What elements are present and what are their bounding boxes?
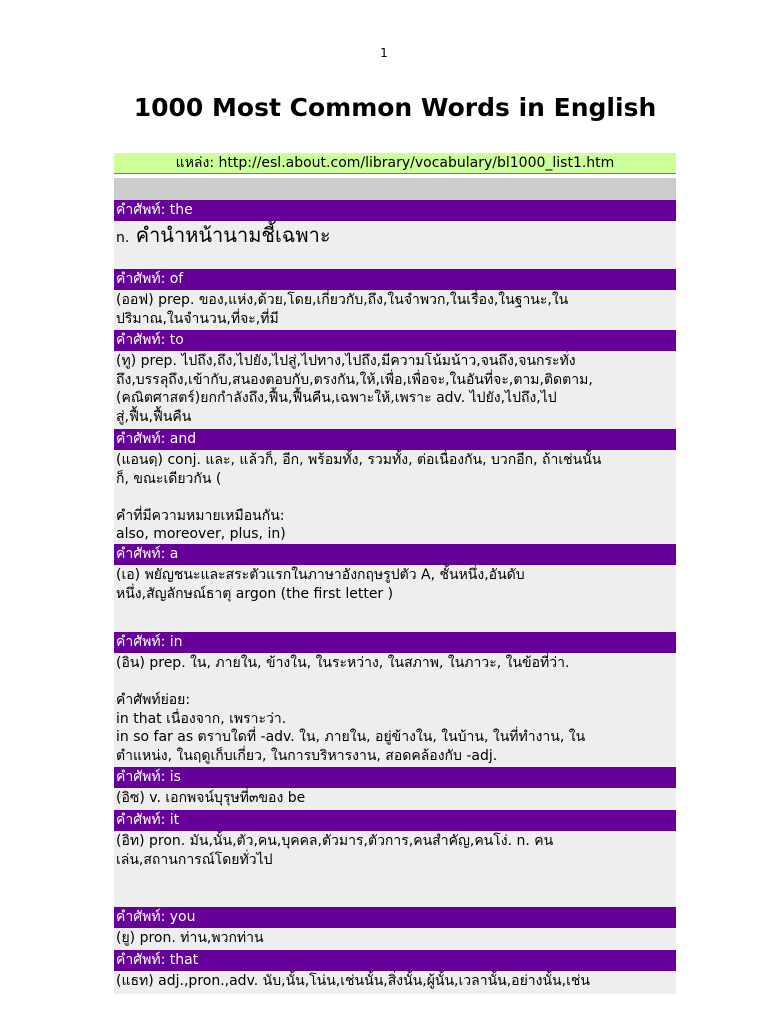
word-entry (114, 767, 676, 810)
word-definition: (ยู) pron. ท่าน,พวกท่าน (114, 928, 676, 950)
word-entry (114, 810, 676, 907)
word-header: คำศัพท์: to (114, 330, 676, 351)
page-title: 1000 Most Common Words in English (133, 93, 657, 122)
part-of-speech: n. (116, 230, 130, 246)
word-header: คำศัพท์: of (114, 269, 676, 290)
word-entry (114, 544, 676, 632)
word-list (114, 200, 676, 994)
word-entry (114, 907, 676, 950)
word-definition: (อิท) pron. มัน,นั้น,ตัว,คน,บุคคล,ตัวมาร,ตัวการ,คนสำคัญ,คนโง่. n. คน เล่น,สถานการณ์โดยทั่วไป (114, 831, 676, 907)
word-definition: (เอ) พยัญชนะและสระตัวแรกในภาษาอังกฤษรูปตัว A, ชั้นหนึ่ง,อันดับ หนึ่ง,สัญลักษณ์ธาตุ argon (the first letter ) (114, 565, 676, 632)
word-entry (114, 269, 676, 330)
word-entry (114, 330, 676, 429)
word-entry (114, 200, 676, 269)
definition-text: คำนำหน้านามชี้เฉพาะ (135, 223, 331, 247)
word-definition: (แอนดฺ) conj. และ, แล้วก็, อีก, พร้อมทั้ง, รวมทั้ง, ต่อเนื่องกัน, บวกอีก, ถ้าเช่นนั้น ก็, ขณะเดียวกัน ( คำที่มีความหมายเหมือนกัน: also, moreover, plus, in) (114, 450, 676, 544)
word-definition: (แธท) adj.,pron.,adv. นับ,นั้น,โน่น,เช่นนั้น,สิ่งนั้น,ผู้นั้น,เวลานั้น,อย่างนั้น,เช่น (114, 971, 676, 994)
word-header: คำศัพท์: the (114, 200, 676, 221)
word-entry (114, 429, 676, 544)
word-header: คำศัพท์: that (114, 950, 676, 971)
word-header: คำศัพท์: and (114, 429, 676, 450)
word-definition (114, 221, 676, 269)
source-line (114, 153, 676, 174)
separator-bar (114, 178, 676, 200)
word-header: คำศัพท์: a (114, 544, 676, 565)
word-entry (114, 632, 676, 767)
word-header: คำศัพท์: you (114, 907, 676, 928)
word-definition: (อิน) prep. ใน, ภายใน, ข้างใน, ในระหว่าง, ในสภาพ, ในภาวะ, ในข้อที่ว่า. คำศัพท์ย่อย: in that เนื่องจาก, เพราะว่า. in so far as ตราบใดที่ -adv. ใน, ภายใน, อยู่ข้างใน, ในบ้าน, ในที่ทำงาน, ใน ตำแหน่ง, ในฤดูเก็บเกี่ยว, ในการบริหารงาน, สอดคล้องกับ -adj. (114, 653, 676, 767)
word-header: คำศัพท์: it (114, 810, 676, 831)
word-header: คำศัพท์: is (114, 767, 676, 788)
source-link[interactable]: http://esl.about.com/library/vocabulary/bl1000_list1.htm (218, 155, 615, 171)
word-definition: (ทู) prep. ไปถึง,ถึง,ไปยัง,ไปสู่,ไปทาง,ไปถึง,มีความโน้มน้าว,จนถึง,จนกระทั่ง ถึง,บรรลุถึง,เข้ากับ,สนองตอบกับ,ตรงกัน,ให้,เพื่อ,เพื่อจะ,ในอันที่จะ,ตาม,ติดตาม, (คณิตศาสตร์)ยกกำลังถึง,ฟื้น,ฟื้นคืน,เฉพาะให้,เพราะ adv. ไปยัง,ไปถึง,ไป สู่,ฟื้น,ฟื้นคืน (114, 351, 676, 429)
word-definition: (ออฟ) prep. ของ,แห่ง,ด้วย,โดย,เกี่ยวกับ,ถึง,ในจำพวก,ในเรื่อง,ในฐานะ,ใน ปริมาณ,ในจำนวน,ที่จะ,ที่มี (114, 290, 676, 330)
word-definition: (อิซ) v. เอกพจน์บุรุษที่๓ของ be (114, 788, 676, 810)
word-header: คำศัพท์: in (114, 632, 676, 653)
page-number: 1 (380, 46, 388, 60)
source-label: แหล่ง: (175, 155, 215, 171)
word-entry (114, 950, 676, 994)
